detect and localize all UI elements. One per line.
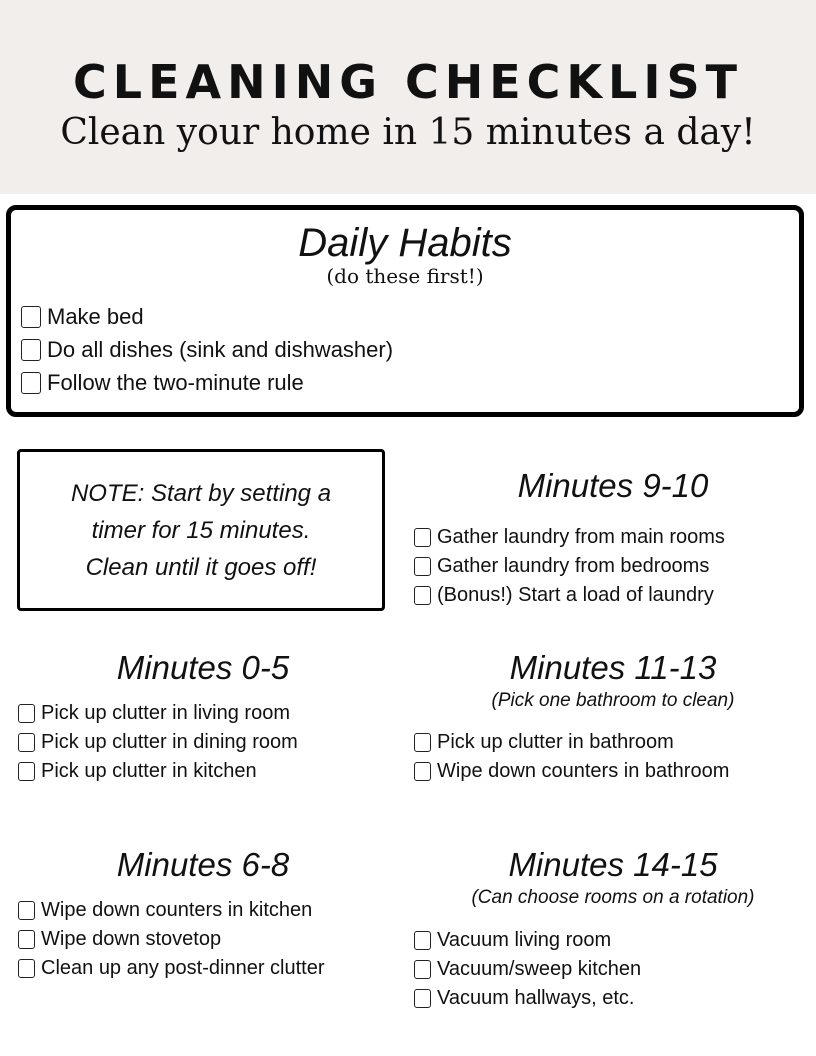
checkbox[interactable] <box>414 989 431 1008</box>
checklist-item-label: Pick up clutter in dining room <box>41 731 298 753</box>
checkbox[interactable] <box>414 557 431 576</box>
note-line: NOTE: Start by setting a <box>70 479 332 507</box>
checkbox[interactable] <box>21 339 41 361</box>
checklist-item <box>414 552 725 581</box>
section-minutes-11-13 <box>414 648 812 798</box>
section-list <box>18 896 325 983</box>
checkbox[interactable] <box>18 930 35 949</box>
checklist-item <box>18 728 298 757</box>
checklist-item <box>18 925 325 954</box>
checklist-item <box>21 333 393 366</box>
section-list <box>414 728 729 786</box>
checklist-item-label: Clean up any post-dinner clutter <box>41 957 325 979</box>
daily-habits-box <box>6 205 804 417</box>
note-line: timer for 15 minutes. <box>91 516 311 544</box>
checklist-item <box>414 955 641 984</box>
daily-habits-list <box>21 300 393 399</box>
checklist-item-label: Wipe down counters in bathroom <box>437 760 730 782</box>
checklist-item-label: Wipe down counters in kitchen <box>41 899 313 921</box>
checklist-item <box>21 300 393 333</box>
section-minutes-6-8 <box>18 845 388 995</box>
checkbox[interactable] <box>21 306 41 328</box>
checklist-item-label: Do all dishes (sink and dishwasher) <box>47 336 394 362</box>
note-box <box>17 449 385 611</box>
checklist-item <box>414 984 641 1013</box>
checklist-item-label: Vacuum hallways, etc. <box>437 987 635 1009</box>
checkbox[interactable] <box>18 959 35 978</box>
checkbox[interactable] <box>414 733 431 752</box>
section-list <box>18 699 298 786</box>
section-minutes-0-5 <box>18 648 388 798</box>
checkbox[interactable] <box>21 372 41 394</box>
section-list <box>414 523 725 610</box>
daily-habits-title: Daily Habits <box>298 221 512 265</box>
checklist-item <box>414 581 725 610</box>
checkbox[interactable] <box>18 704 35 723</box>
checklist-item-label: Pick up clutter in kitchen <box>41 760 257 782</box>
checklist-item <box>18 896 325 925</box>
section-title: Minutes 9-10 <box>517 467 709 504</box>
checklist-item <box>18 699 298 728</box>
checklist-item <box>414 757 729 786</box>
checkbox[interactable] <box>414 960 431 979</box>
note-line: Clean until it goes off! <box>85 553 317 581</box>
checklist-item-label: (Bonus!) Start a load of laundry <box>437 584 714 606</box>
checklist-item <box>414 728 729 757</box>
checklist-item-label: Pick up clutter in living room <box>41 702 290 724</box>
checklist-item-label: Wipe down stovetop <box>41 928 222 950</box>
note-text <box>31 475 371 586</box>
page-subtitle: Clean your home in 15 minutes a day! <box>60 112 756 153</box>
checkbox[interactable] <box>18 762 35 781</box>
section-minutes-14-15 <box>414 845 812 1025</box>
checklist-item-label: Vacuum living room <box>437 929 612 951</box>
checklist-item <box>414 926 641 955</box>
section-minutes-9-10 <box>414 466 812 616</box>
section-subtitle: (Pick one bathroom to clean) <box>491 690 735 711</box>
section-subtitle: (Can choose rooms on a rotation) <box>471 887 755 908</box>
checkbox[interactable] <box>414 931 431 950</box>
checkbox[interactable] <box>18 733 35 752</box>
checkbox[interactable] <box>414 528 431 547</box>
header-banner <box>0 0 816 194</box>
section-title: Minutes 14-15 <box>508 846 718 883</box>
checklist-item <box>414 523 725 552</box>
checklist-item-label: Gather laundry from bedrooms <box>437 555 710 577</box>
checklist-item-label: Gather laundry from main rooms <box>437 526 725 548</box>
checkbox[interactable] <box>414 586 431 605</box>
checklist-item <box>21 366 393 399</box>
section-title: Minutes 0-5 <box>116 649 290 686</box>
checklist-item-label: Vacuum/sweep kitchen <box>437 958 642 980</box>
checklist-item-label: Make bed <box>47 303 144 329</box>
checklist-item <box>18 954 325 983</box>
section-title: Minutes 11-13 <box>509 649 717 686</box>
checkbox[interactable] <box>414 762 431 781</box>
checkbox[interactable] <box>18 901 35 920</box>
page-title: CLEANING CHECKLIST <box>73 55 743 109</box>
section-title: Minutes 6-8 <box>116 846 290 883</box>
checklist-item-label: Follow the two-minute rule <box>47 369 304 395</box>
checklist-item-label: Pick up clutter in bathroom <box>437 731 674 753</box>
daily-habits-subtitle: (do these first!) <box>326 264 484 288</box>
section-list <box>414 926 641 1013</box>
checklist-item <box>18 757 298 786</box>
